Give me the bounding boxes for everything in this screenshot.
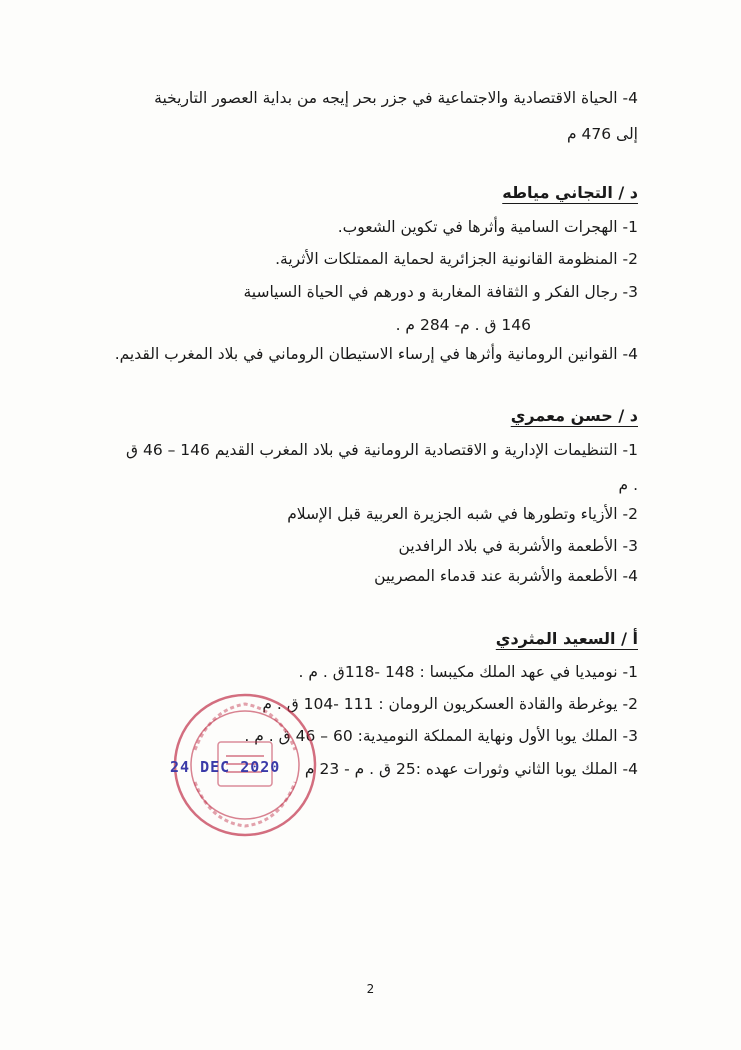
list-item-continuation: 146 ق . م- 284 م . <box>395 316 531 334</box>
list-item: 3- رجال الفكر و الثقافة المغاربة و دورهم في الحياة السياسية <box>243 283 638 301</box>
list-item-continuation: . م <box>618 476 638 494</box>
list-item: 1- نوميديا في عهد الملك مكيبسا : 148 -118ق . م . <box>298 663 638 681</box>
section-heading-mathardi: أ / السعيد المثردي <box>495 629 638 648</box>
list-item: 4- القوانين الرومانية وأثرها في إرساء الاستيطان الروماني في بلاد المغرب القديم. <box>114 345 638 363</box>
list-item: 2- يوغرطة والقادة العسكريون الرومان : 111 -104 ق . م <box>262 695 638 713</box>
section-heading-maamri: د / حسن معمري <box>510 406 638 425</box>
list-item: 3- الملك يوبا الأول ونهاية المملكة النوميدية: 60 – 46 ق . م . <box>244 727 638 745</box>
list-item: 1- الهجرات السامية وأثرها في تكوين الشعوب. <box>337 218 638 236</box>
list-item: 4- الأطعمة والأشربة عند قدماء المصريين <box>374 567 638 585</box>
list-item: 2- الأزياء وتطورها في شبه الجزيرة العربية قبل الإسلام <box>287 505 638 523</box>
list-item: 1- التنظيمات الإدارية و الاقتصادية الرومانية في بلاد المغرب القديم 146 – 46 ق <box>126 441 638 459</box>
list-item: 4- الملك يوبا الثاني وثورات عهده :25 ق . م - 23 م <box>304 760 638 778</box>
stamp-date: 24 DEC 2020 <box>170 758 281 776</box>
list-item: 3- الأطعمة والأشربة في بلاد الرافدين <box>398 537 638 555</box>
intro-line-2: إلى 476 م <box>566 125 638 143</box>
page-number: 2 <box>366 982 375 996</box>
section-heading-tijani: د / التجاني مياطه <box>502 183 638 202</box>
intro-line-1: 4- الحياة الاقتصادية والاجتماعية في جزر بحر إيجه من بداية العصور التاريخية <box>154 89 638 107</box>
list-item: 2- المنظومة القانونية الجزائرية لحماية الممتلكات الأثرية. <box>275 250 638 268</box>
